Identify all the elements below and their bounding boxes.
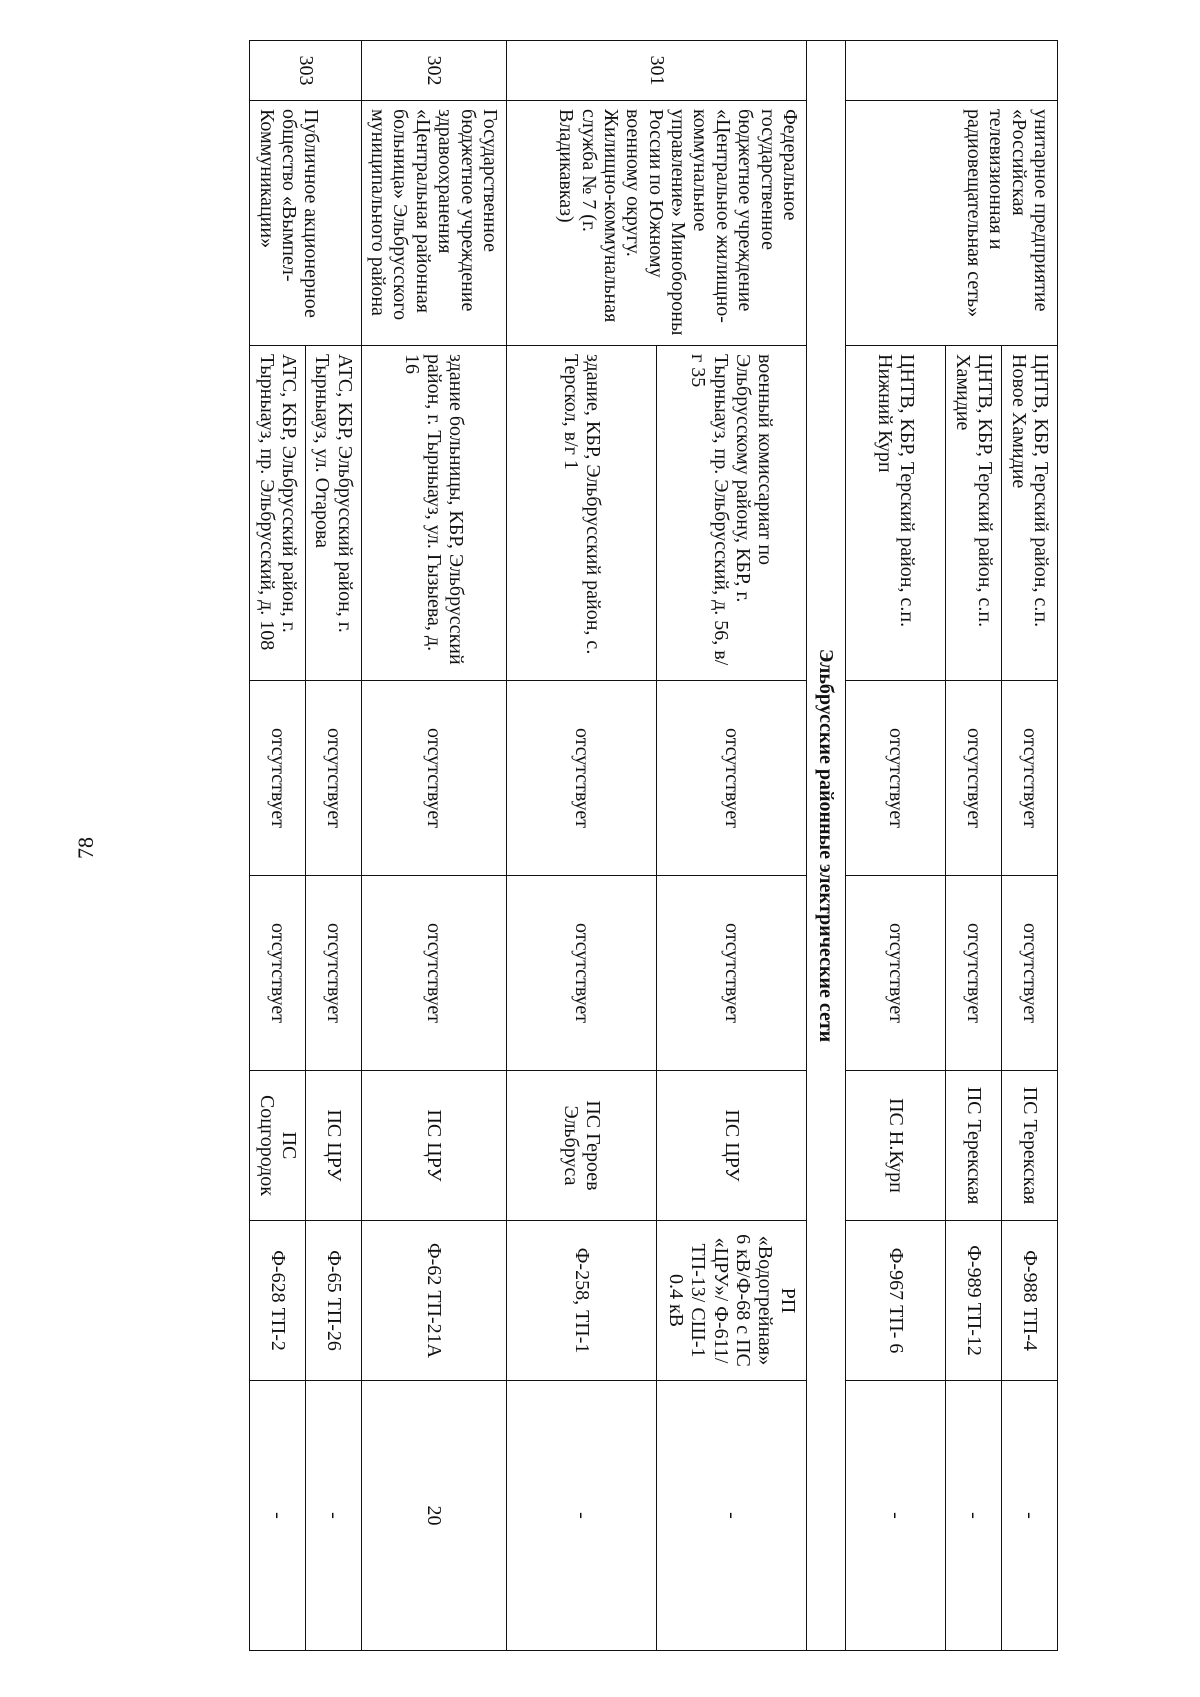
row-number-cell (846, 41, 1058, 101)
org-cell: Государственное бюджетное учреждение здравоохранения «Центральная районная больница» Эльбрусского муниципального района (361, 101, 506, 346)
value-cell: отсутствует (361, 681, 506, 876)
substation-cell: ПС Героев Эльбруса (507, 1071, 657, 1221)
last-cell: - (946, 1381, 1002, 1651)
last-cell: - (507, 1381, 657, 1651)
last-cell: - (657, 1381, 807, 1651)
feeder-cell: РП «Водогрейная» 6 кВ/Ф-68 с ПС «ЦРУ»/ Ф-611/ТП-13/ СШ-1 0.4 кВ (657, 1221, 807, 1381)
value-cell: отсутствует (1002, 681, 1058, 876)
org-cell: Публичное акционерное общество «Вымпел-Коммуникации» (250, 101, 362, 346)
value-cell: отсутствует (846, 681, 946, 876)
data-table (249, 40, 1058, 1651)
substation-cell: ПС Терекская (946, 1071, 1002, 1221)
feeder-cell: Ф-65 ТП-26 (305, 1221, 361, 1381)
value-cell: отсутствует (507, 876, 657, 1071)
org-cell: унитарное предприятие «Российская телевизионная и радиовещательная сеть» (846, 101, 1058, 346)
value-cell: отсутствует (846, 876, 946, 1071)
value-cell: отсутствует (305, 876, 361, 1071)
last-cell: - (846, 1381, 946, 1651)
table-row (1002, 41, 1058, 1651)
last-cell: - (250, 1381, 306, 1651)
value-cell: отсутствует (507, 681, 657, 876)
section-title: Эльбрусские районные электрические сети (807, 41, 846, 1651)
substation-cell: ПС Соцгородок (250, 1071, 306, 1221)
address-cell: АТС, КБР, Эльбрусский район, г. Тырныауз, пр. Эльбрусский, д. 108 (250, 346, 306, 681)
substation-cell: ПС Терекская (1002, 1071, 1058, 1221)
value-cell: отсутствует (946, 681, 1002, 876)
value-cell: отсутствует (305, 681, 361, 876)
page-number: 78 (73, 837, 98, 859)
address-cell: военный комиссариат по Эльбрусскому району, КБР, г. Тырныауз, пр. Эльбрусский, д. 56, в/г 35 (657, 346, 807, 681)
feeder-cell: Ф-628 ТП-2 (250, 1221, 306, 1381)
address-cell: АТС, КБР, Эльбрусский район, г. Тырныауз, ул. Отарова (305, 346, 361, 681)
table-row (361, 41, 506, 1651)
address-cell: ЦНТВ, КБР, Терский район, с.п. Хамидие (946, 346, 1002, 681)
address-cell: ЦНТВ, КБР, Терский район, с.п. Новое Хамидие (1002, 346, 1058, 681)
value-cell: отсутствует (946, 876, 1002, 1071)
address-cell: ЦНТВ, КБР, Терский район, с.п. Нижний Курп (846, 346, 946, 681)
value-cell: отсутствует (657, 876, 807, 1071)
org-cell: Федеральное государственное бюджетное учреждение «Центральное жилищно-коммунальное управление» Минобороны России по Южному военному округу. Жилищно-коммунальная служба № 7 (г. Владикавказ) (507, 101, 807, 346)
substation-cell: ПС Н.Курп (846, 1071, 946, 1221)
value-cell: отсутствует (657, 681, 807, 876)
rotated-table-container (128, 40, 1058, 1650)
feeder-cell: Ф-989 ТП-12 (946, 1221, 1002, 1381)
substation-cell: ПС ЦРУ (305, 1071, 361, 1221)
row-number-cell: 302 (361, 41, 506, 101)
substation-cell: ПС ЦРУ (657, 1071, 807, 1221)
value-cell: отсутствует (1002, 876, 1058, 1071)
row-number-cell: 301 (507, 41, 807, 101)
feeder-cell: Ф-988 ТП-4 (1002, 1221, 1058, 1381)
last-cell: 20 (361, 1381, 506, 1651)
value-cell: отсутствует (361, 876, 506, 1071)
substation-cell: ПС ЦРУ (361, 1071, 506, 1221)
table-row (305, 41, 361, 1651)
section-row (807, 41, 846, 1651)
table-row (657, 41, 807, 1651)
feeder-cell: Ф-62 ТП-21А (361, 1221, 506, 1381)
row-number-cell: 303 (250, 41, 362, 101)
value-cell: отсутствует (250, 876, 306, 1071)
address-cell: здание, КБР, Эльбрусский район, с. Терскол, в/г 1 (507, 346, 657, 681)
address-cell: здание больницы, КБР, Эльбрусский район, г. Тырныауз, ул. Гызыева, д. 16 (361, 346, 506, 681)
feeder-cell: Ф-967 ТП- 6 (846, 1221, 946, 1381)
value-cell: отсутствует (250, 681, 306, 876)
feeder-cell: Ф-258, ТП-1 (507, 1221, 657, 1381)
last-cell: - (1002, 1381, 1058, 1651)
last-cell: - (305, 1381, 361, 1651)
